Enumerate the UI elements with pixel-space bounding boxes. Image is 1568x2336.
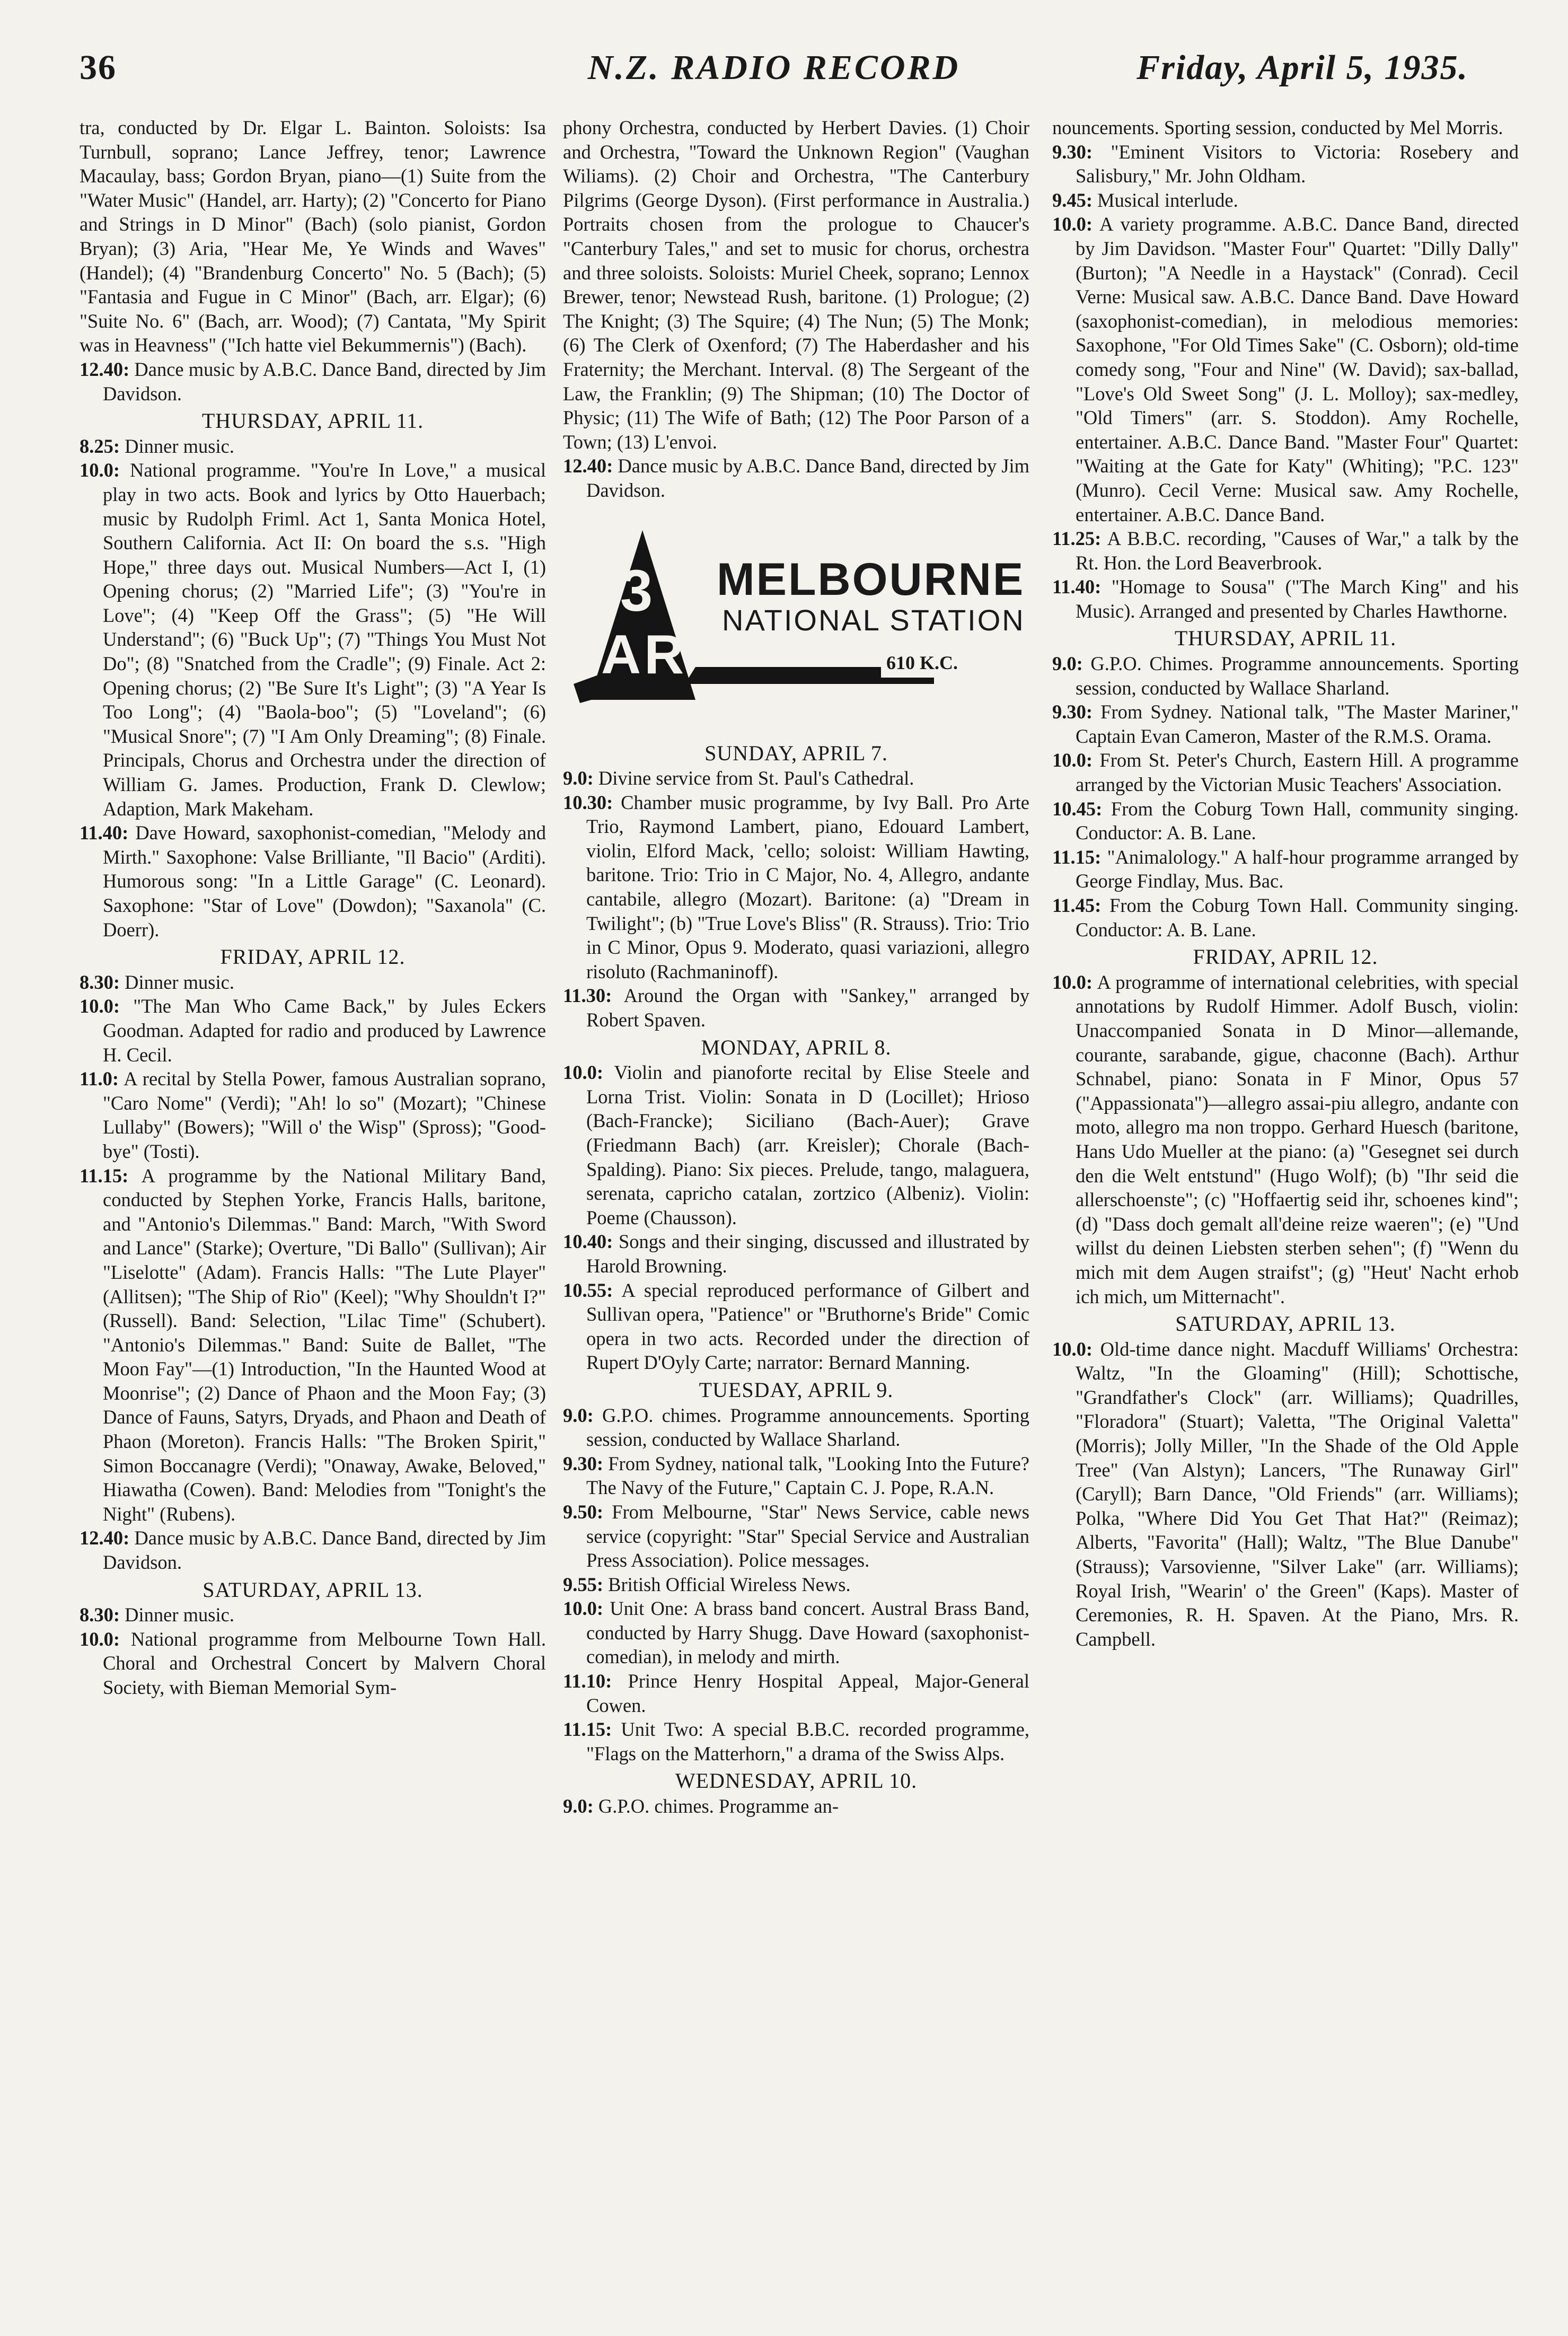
entry-time: 9.45:	[1052, 189, 1093, 211]
entry-text: From St. Peter's Church, Eastern Hill. A programme arranged by the Victorian Music Teachers' Association.	[1076, 749, 1519, 796]
entry-text: A programme by the National Military Band, conducted by Stephen Yorke, Francis Halls, baritone, and "Antonio's Dilemmas." Band: March, "With Sword and Lance" (Starke); Overture, "Di Ballo" (Sullivan); Air "Liselotte" (Adam). Francis Halls: "The Lute Player" (Allitsen); "The Ship of Rio" (Keel); "Why Shouldn't I?" (Russell). Band: Selection, "Lilac Time" (Schubert). "Antonio's Dilemmas." Band: Suite de Ballet, "The Moon Fay"—(1) Introduction, "In the Haunted Wood at Moonrise"; (2) Dance of Phaon and the Moon Fay; (3) Dance of Fauns, Satyrs, Dryads, and Phaon and Death of Phaon (Moreton). Francis Halls: "The Broken Spirit," Simon Boccanagre (Verdi); "Onaway, Awake, Beloved," Hiawatha (Cowen). Band: Melodies from "Tonight's the Night" (Rubens).	[103, 1164, 546, 1525]
programme-entry	[80, 970, 546, 995]
day-heading: THURSDAY, APRIL 11.	[201, 409, 424, 433]
programme-entry	[563, 1452, 1029, 1500]
station-city: MELBOURNE	[717, 554, 1025, 605]
column-1	[80, 116, 546, 2316]
entry-text: From Melbourne, "Star" News Service, cable news service (copyright: "Star" Special Service and Australian Press Association). Police messages.	[586, 1500, 1029, 1571]
entry-time: 12.40:	[80, 1527, 130, 1549]
programme-entry	[563, 1230, 1029, 1278]
day-heading: SUNDAY, APRIL 7.	[704, 741, 888, 765]
continued-text: phony Orchestra, conducted by Herbert Davies. (1) Choir and Orchestra, "Toward the Unknown Region" (Vaughan Wiliams). (2) Choir and Orchestra, "The Canterbury Pilgrims (George Dyson). (First performance in Australia.) Portraits chosen from the prologue to Chaucer's "Canterbury Tales," and set to music for chorus, orchestra and three soloists. Soloists: Muriel Cheek, soprano; Lennox Brewer, tenor; Newstead Rush, baritone. (1) Prologue; (2) The Knight; (3) The Squire; (4) The Nun; (5) The Monk; (6) The Clerk of Oxenford; (7) The Haberdasher and his Fraternity; the Merchant. Interval. (8) The Sergeant of the Law, the Franklin; (9) The Shipman; (10) The Doctor of Physic; (11) The Wife of Bath; (12) The Poor Parson of a Town; (13) L'envoi.	[563, 117, 1029, 453]
programme-entry	[563, 1060, 1029, 1230]
programme-entry	[1052, 797, 1519, 845]
entry-text: G.P.O. chimes. Programme announcements. Sporting session, conducted by Wallace Sharland.	[586, 1404, 1029, 1451]
programme-entry	[1052, 575, 1519, 623]
programme-entry	[563, 1403, 1029, 1452]
entry-text: G.P.O. Chimes. Programme announcements. Sporting session, conducted by Wallace Sharland.	[1076, 653, 1519, 699]
entry-time: 9.0:	[563, 1404, 594, 1426]
entry-time: 10.0:	[1052, 749, 1093, 771]
entry-time: 11.40:	[80, 822, 129, 844]
programme-entry	[563, 791, 1029, 984]
programme-entry	[563, 1278, 1029, 1375]
entry-time: 12.40:	[563, 455, 613, 477]
entry-text: "Homage to Sousa" ("The March King" and his Music). Arranged and presented by Charles Hawthorne.	[1076, 576, 1519, 622]
programme-entry	[1052, 212, 1519, 526]
entry-time: 12.40:	[80, 358, 130, 380]
programme-entry	[1052, 748, 1519, 796]
entry-text: A programme of international celebrities, with special annotations by Rudolf Himmer. Adolf Busch, violin: Unaccompanied Sonata in D Minor—allemande, courante, sarabande, gigue, chaconne (Bach). Arthur Schnabel, piano: Sonata in F Minor, Opus 57 ("Appassionata")—allegro assai-piu allegro, andante con moto, allegro ma non troppo. Gerhard Huesch (baritone, Hans Udo Mueller at the piano: (a) "Gesegnet sei durch den die Welt entstund" (Hugo Wolf); (b) "Ihr seid die allerschoenste"; (c) "Hoffaertig seid ihr, schoenes kind"; (d) "Dass doch gemalt all'deine reize waeren"; (e) "Und willst du deinen Liebsten sterben sehen"; (f) "Wenn du mich mit dem Augen straifst"; (g) "Heut' Nacht erhob ich mich, um Mitternacht".	[1076, 971, 1519, 1307]
entry-text: Dinner music.	[125, 1604, 234, 1626]
entry-text: Chamber music programme, by Ivy Ball. Pro Arte Trio, Raymond Lambert, piano, Edouard Lambert, violin, Elford Mack, 'cello; soloist: William Hawting, baritone. Trio: Trio in C Major, No. 4, Allegro, andante cantabile, allegro (Mozart). Baritone: (a) "Dream in Twilight"; (b) "True Love's Bliss" (R. Strauss). Trio: Trio in C Minor, Opus 9. Moderato, quasi variazioni, allegro risoluto (Rachmaninoff).	[586, 791, 1029, 982]
entry-time: 8.30:	[80, 971, 120, 993]
continued-text: tra, conducted by Dr. Elgar L. Bainton. Soloists: Isa Turnbull, soprano; Lance Jeffrey, tenor; Lawrence Macaulay, bass; Gordon Bryan, piano—(1) Suite from the "Water Music" (Handel, arr. Harty); (2) "Concerto for Piano and Strings in D Minor" (Bach) (solo pianist, Gordon Bryan); (3) Aria, "Hear Me, Ye Winds and Waves" (Handel); (4) "Brandenburg Concerto" No. 5 (Bach); (5) "Fantasia and Fugue in C Minor" (Bach, arr. Elgar); (6) "Suite No. 6" (Bach, arr. Wood); (7) Cantata, "My Spirit was in Heavness" ("Ich hatte viel Bekummernis") (Bach).	[80, 117, 546, 356]
entry-time: 10.30:	[563, 791, 613, 813]
programme-entry	[1052, 652, 1519, 700]
programme-entry	[80, 1526, 546, 1574]
programme-entry	[1052, 845, 1519, 893]
programme-entry	[563, 1669, 1029, 1717]
programme-entry	[80, 1067, 546, 1163]
entry-text: Dance music by A.B.C. Dance Band, directed by Jim Davidson.	[103, 1527, 546, 1574]
entry-time: 10.0:	[563, 1061, 604, 1084]
entry-time: 11.15:	[563, 1718, 612, 1741]
entry-time: 11.15:	[80, 1164, 129, 1187]
programme-entry	[1052, 893, 1519, 942]
entry-time: 9.50:	[563, 1500, 604, 1523]
station-logo	[563, 525, 1029, 737]
programme-entry	[80, 458, 546, 821]
entry-time: 10.0:	[80, 459, 120, 481]
programme-entry	[80, 821, 546, 942]
day-heading: FRIDAY, APRIL 12.	[1193, 945, 1378, 969]
entry-time: 10.0:	[80, 1628, 120, 1650]
column-2	[563, 116, 1029, 2316]
programme-entry	[1052, 700, 1519, 748]
entry-time: 10.0:	[80, 995, 120, 1017]
day-heading: THURSDAY, APRIL 11.	[1174, 626, 1397, 651]
programme-entry	[80, 1164, 546, 1526]
entry-text: A B.B.C. recording, "Causes of War," a talk by the Rt. Hon. the Lord Beaverbrook.	[1076, 528, 1519, 574]
entry-text: Dance music by A.B.C. Dance Band, directed by Jim Davidson.	[103, 358, 546, 405]
entry-time: 9.55:	[563, 1573, 604, 1595]
continued-text: nouncements. Sporting session, conducted by Mel Morris.	[1052, 117, 1503, 138]
entry-text: From the Coburg Town Hall, community singing. Conductor: A. B. Lane.	[1076, 797, 1519, 844]
programme-entry	[80, 434, 546, 459]
programme-entry	[80, 357, 546, 406]
day-heading: SATURDAY, APRIL 13.	[202, 1577, 423, 1602]
entry-text: "Eminent Visitors to Victoria: Rosebery and Salisbury," Mr. John Oldham.	[1076, 140, 1519, 187]
page-number: 36	[80, 48, 117, 87]
entry-text: Divine service from St. Paul's Cathedral.	[598, 767, 914, 789]
programme-entry	[80, 994, 546, 1067]
programme-entry	[563, 1717, 1029, 1766]
entry-time: 10.0:	[1052, 1338, 1093, 1360]
entry-text: Dinner music.	[125, 435, 234, 457]
entry-text: National programme. "You're In Love," a musical play in two acts. Book and lyrics by Otto Hauerbach; music by Rudolph Friml. Act 1, Santa Monica Hotel, Southern California. Act II: On board the s.s. "High Hope," three days out. Musical Numbers—Act I, (1) Opening chorus; (2) "Married Life"; (3) "You're in Love"; (4) "Keep Off the Grass"; (5) "He Will Understand"; (6) "Buck Up"; (7) "Things You Must Not Do"; (8) "Snatched from the Cradle"; (9) Finale. Act 2: Opening chorus; (2) "Be Sure It's Light"; (3) "A Year Is Too Long"; (4) "Baola-boo"; (5) "Loveland"; (6) "Musical Snore"; (7) "I Am Only Dreaming"; (8) Finale. Principals, Chorus and Orchestra under the direction of William G. James. Production, Frank D. Clewlow; Adaption, Mark Makeham.	[103, 459, 546, 820]
entry-text: Dave Howard, saxophonist-comedian, "Melody and Mirth." Saxophone: Valse Brilliante, "Il Bacio" (Arditi). Humorous song: "In a Little Garage" (C. Leonard). Saxophone: "Star of Love" (Dowdon); "Saxanola" (C. Doerr).	[103, 822, 546, 941]
entry-text: A recital by Stella Power, famous Australian soprano, "Caro Nome" (Verdi); "Ah! lo so" (Mozart); "Chinese Lullaby" (Bowers); "Will o' the Wisp" (Spross); "Good-bye" (Tosti).	[103, 1068, 546, 1162]
programme-entry	[80, 1603, 546, 1627]
programme-entry	[563, 1794, 1029, 1819]
day-heading: SATURDAY, APRIL 13.	[1175, 1312, 1396, 1336]
entry-time: 11.25:	[1052, 528, 1102, 550]
entry-time: 9.0:	[563, 767, 594, 789]
entry-time: 11.45:	[1052, 894, 1102, 916]
entry-time: 10.0:	[1052, 971, 1093, 993]
entry-time: 9.0:	[1052, 653, 1083, 675]
entry-time: 10.45:	[1052, 797, 1103, 820]
day-heading: FRIDAY, APRIL 12.	[220, 945, 406, 969]
day-heading: MONDAY, APRIL 8.	[701, 1035, 892, 1059]
entry-time: 9.30:	[563, 1452, 604, 1474]
programme-entry	[563, 983, 1029, 1032]
entry-text: A variety programme. A.B.C. Dance Band, directed by Jim Davidson. "Master Four" Quartet: "Dilly Dally" (Burton); "A Needle in a Haystack" (Conrad). Cecil Verne: Musical saw. A.B.C. Dance Band. Dave Howard (saxophonist-comedian), in melodious memories: Saxophone, "For Old Times Sake" (C. Osborn); old-time comedy song, "Four and Nine" (W. David); sax-ballad, "Love's Old Sweet Song" (J. L. Molloy); sax-medley, "Old Timers" (arr. S. Stoddon). Amy Rochelle, entertainer. A.B.C. Dance Band. "Master Four" Quartet: "Waiting at the Gate for Katy" (Whiting); "P.C. 123" (Munro). Cecil Verne: Musical saw. Amy Rochelle, entertainer. A.B.C. Dance Band.	[1076, 213, 1519, 525]
programme-entry	[1052, 140, 1519, 188]
entry-text: Unit Two: A special B.B.C. recorded programme, "Flags on the Matterhorn," a drama of the Swiss Alps.	[586, 1718, 1029, 1764]
station-frequency: 610 K.C.	[886, 652, 958, 673]
programme-entry	[80, 1627, 546, 1700]
entry-text: A special reproduced performance of Gilbert and Sullivan opera, "Patience" or "Bruthorne's Bride" Comic opera in two acts. Recorded under the direction of Rupert D'Oyly Carte; narrator: Bernard Manning.	[586, 1279, 1029, 1374]
entry-text: "The Man Who Came Back," by Jules Eckers Goodman. Adapted for radio and produced by Lawrence H. Cecil.	[103, 995, 546, 1066]
entry-time: 11.40:	[1052, 576, 1102, 598]
entry-text: Old-time dance night. Macduff Williams' Orchestra: Waltz, "In the Gloaming" (Hill); Schottische, "Grandfather's Clock" (arr. Williams); Quadrilles, "Floradora" (Stuart); Valetta, "The Original Valetta" (Morris); Jolly Miller, "In the Shade of the Old Apple Tree" (Van Alstyn); Lancers, "The Runaway Girl" (Caryll); Barn Dance, "Old Friends" (arr. Williams); Polka, "Where Did You Get That Hat?" (Reimaz); Alberts, "Favorita" (Hall); Waltz, "The Blue Danube" (Strauss); Varsovienne, "Silver Lake" (arr. Williams); Royal Irish, "Wearin' o' the Green" (Kaps). Master of Ceremonies, R. H. Spaven. At the Piano, Mrs. R. Campbell.	[1076, 1338, 1519, 1650]
entry-time: 9.30:	[1052, 701, 1093, 723]
entry-text: Prince Henry Hospital Appeal, Major-General Cowen.	[586, 1670, 1029, 1716]
entry-time: 8.30:	[80, 1604, 120, 1626]
entry-text: Dinner music.	[125, 971, 234, 993]
programme-entry	[1052, 970, 1519, 1308]
programme-entry	[1052, 526, 1519, 575]
page-header	[80, 48, 1468, 95]
programme-entry	[563, 1596, 1029, 1669]
entry-time: 10.55:	[563, 1279, 613, 1301]
day-heading: TUESDAY, APRIL 9.	[699, 1377, 894, 1402]
entry-time: 10.40:	[563, 1231, 613, 1253]
entry-text: Unit One: A brass band concert. Austral Brass Band, conducted by Harry Shugg. Dave Howard (saxophonist-comedian), in melody and mirth.	[586, 1597, 1029, 1668]
programme-entry	[563, 766, 1029, 791]
programme-entry	[563, 454, 1029, 502]
entry-text: Violin and pianoforte recital by Elise Steele and Lorna Trist. Violin: Sonata in D (Locillet); Hrioso (Bach-Francke); Siciliano (Bach-Auer); Grave (Friedmann Bach) (arr. Kreisler); Chorale (Bach-Spalding). Piano: Six pieces. Prelude, tango, malaguera, serenata, capricho catalan, zortzico (Albeniz). Violin: Poeme (Chausson).	[586, 1061, 1029, 1228]
entry-text: From the Coburg Town Hall. Community singing. Conductor: A. B. Lane.	[1076, 894, 1519, 941]
entry-text: Musical interlude.	[1097, 189, 1238, 211]
entry-time: 11.10:	[563, 1670, 612, 1692]
entry-text: "Animalology." A half-hour programme arranged by George Findlay, Mus. Bac.	[1076, 846, 1519, 892]
publication-title: N.Z. RADIO RECORD	[587, 48, 961, 87]
entry-time: 11.0:	[80, 1068, 119, 1090]
day-heading: WEDNESDAY, APRIL 10.	[675, 1769, 918, 1793]
entry-text: National programme from Melbourne Town Hall. Choral and Orchestral Concert by Malvern Choral Society, with Bieman Memorial Sym-	[103, 1628, 546, 1698]
entry-time: 9.30:	[1052, 140, 1093, 163]
entry-time: 9.0:	[563, 1795, 594, 1817]
entry-time: 11.30:	[563, 985, 612, 1007]
entry-text: Songs and their singing, discussed and illustrated by Harold Browning.	[586, 1231, 1029, 1277]
callsign-number: 3	[620, 558, 653, 623]
entry-text: From Sydney. National talk, "The Master Mariner," Captain Evan Cameron, Master of the R.M.S. Orama.	[1076, 701, 1519, 747]
station-type: NATIONAL STATION	[722, 603, 1025, 637]
entry-text: From Sydney, national talk, "Looking Into the Future? The Navy of the Future," Captain C. J. Pope, R.A.N.	[586, 1452, 1029, 1499]
entry-time: 8.25:	[80, 435, 120, 457]
callsign-letters: AR	[601, 623, 688, 686]
entry-text: Dance music by A.B.C. Dance Band, directed by Jim Davidson.	[586, 455, 1029, 501]
entry-text: British Official Wireless News.	[608, 1573, 851, 1595]
column-3	[1052, 116, 1519, 2316]
programme-entry	[1052, 1337, 1519, 1652]
entry-text: Around the Organ with "Sankey," arranged by Robert Spaven.	[586, 985, 1029, 1031]
programme-entry	[563, 1573, 1029, 1597]
programme-entry	[563, 1500, 1029, 1573]
issue-date: Friday, April 5, 1935.	[1137, 48, 1468, 87]
entry-time: 11.15:	[1052, 846, 1102, 868]
entry-text: G.P.O. chimes. Programme an-	[598, 1795, 839, 1817]
programme-entry	[1052, 188, 1519, 213]
entry-time: 10.0:	[563, 1597, 604, 1620]
entry-time: 10.0:	[1052, 213, 1093, 235]
